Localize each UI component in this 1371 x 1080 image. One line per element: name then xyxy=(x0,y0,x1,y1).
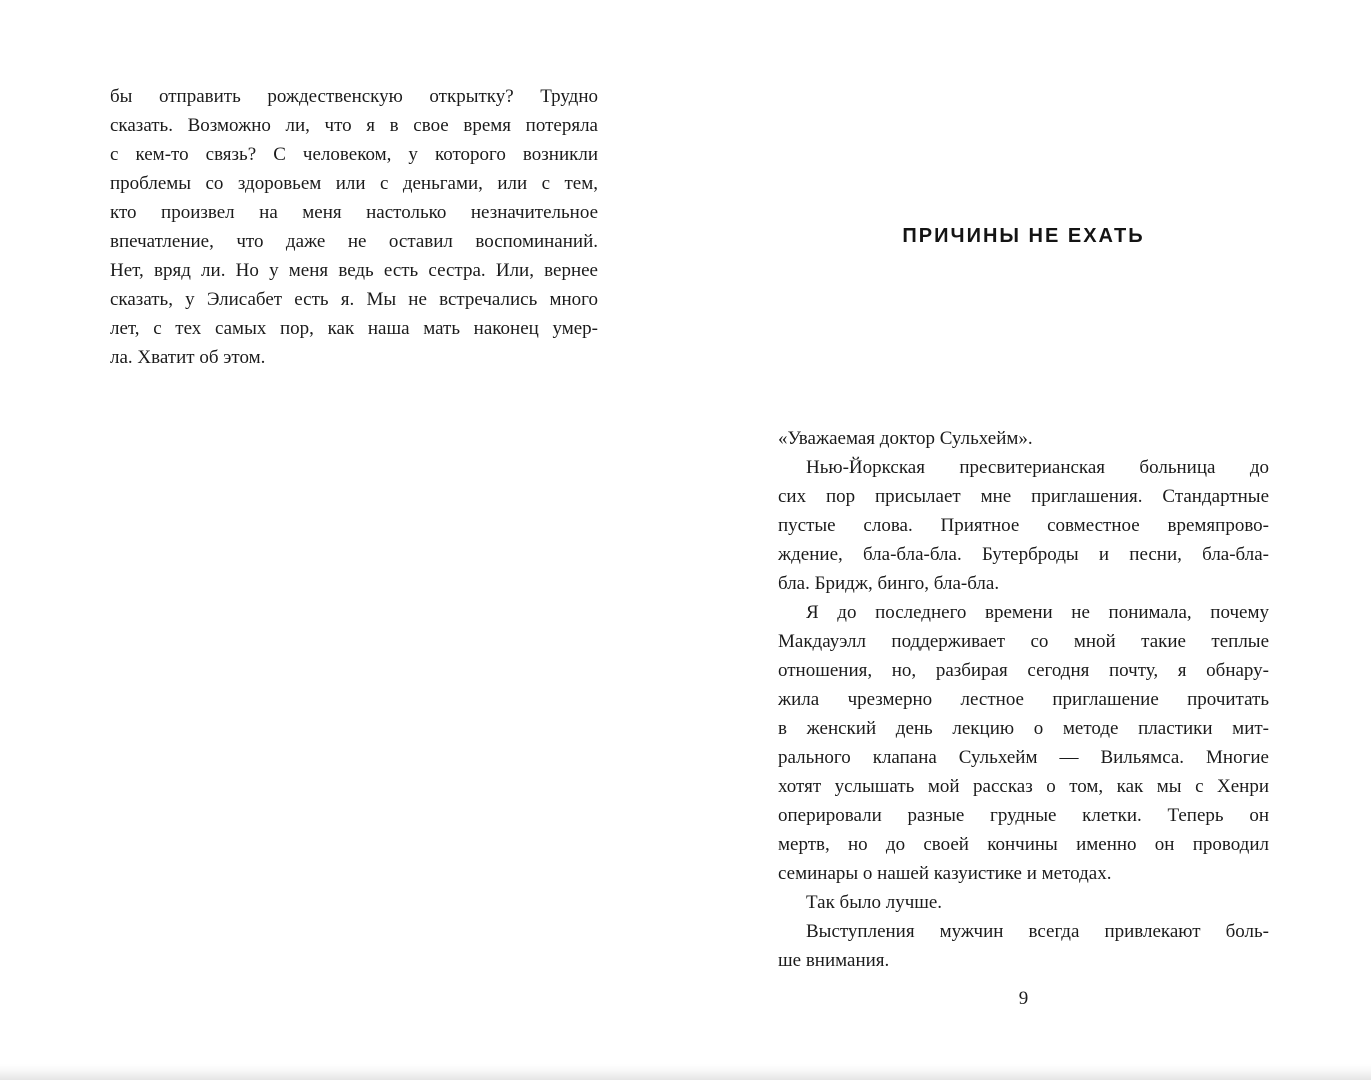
text-line: с кем-то связь? С человеком, у которого возникли xyxy=(110,144,598,165)
text-line: Макдауэлл поддерживает со мной такие теплые xyxy=(778,631,1269,652)
left-page-text xyxy=(110,82,598,372)
text-line: сказать, у Элисабет есть я. Мы не встречались много xyxy=(110,289,598,310)
text-line: хотят услышать мой рассказ о том, как мы с Хенри xyxy=(778,776,1269,797)
text-line: Я до последнего времени не понимала, почему xyxy=(806,602,1269,623)
page-number: 9 xyxy=(1018,988,1029,1009)
text-line: Нью-Йоркская пресвитерианская больница до xyxy=(806,457,1269,478)
text-line: оперировали разные грудные клетки. Теперь он xyxy=(778,805,1269,826)
text-line: жила чрезмерно лестное приглашение прочитать xyxy=(778,689,1269,710)
text-line: в женский день лекцию о методе пластики мит- xyxy=(778,718,1269,739)
text-line: мертв, но до своей кончины именно он проводил xyxy=(778,834,1269,855)
text-line: лет, с тех самых пор, как наша мать наконец умер- xyxy=(110,318,598,339)
text-line: семинары о нашей казуистике и методах. xyxy=(778,863,1112,884)
text-line: Выступления мужчин всегда привлекают боль- xyxy=(806,921,1269,942)
text-line: бы отправить рождественскую открытку? Трудно xyxy=(110,86,598,107)
chapter-title: ПРИЧИНЫ НЕ ЕХАТЬ xyxy=(902,225,1145,247)
page-bottom-edge xyxy=(0,1064,1371,1080)
text-line: впечатление, что даже не оставил воспоминаний. xyxy=(110,231,598,252)
text-line: отношения, но, разбирая сегодня почту, я обнару- xyxy=(778,660,1269,681)
text-line: проблемы со здоровьем или с деньгами, или с тем, xyxy=(110,173,598,194)
text-line: пустые слова. Приятное совместное времяпрово- xyxy=(778,515,1269,536)
text-line: сказать. Возможно ли, что я в свое время потеряла xyxy=(110,115,598,136)
text-line: ждение, бла-бла-бла. Бутерброды и песни, бла-бла- xyxy=(778,544,1269,565)
text-line: «Уважаемая доктор Сульхейм». xyxy=(778,428,1033,449)
text-line: Нет, вряд ли. Но у меня ведь есть сестра. Или, вернее xyxy=(110,260,598,281)
text-line: ла. Хватит об этом. xyxy=(110,347,266,368)
text-line: кто произвел на меня настолько незначительное xyxy=(110,202,598,223)
text-line: сих пор присылает мне приглашения. Стандартные xyxy=(778,486,1269,507)
text-line: Так было лучше. xyxy=(806,892,943,913)
right-page-text xyxy=(778,424,1269,975)
text-line: ше внимания. xyxy=(778,950,890,971)
text-line: бла. Бридж, бинго, бла-бла. xyxy=(778,573,1000,594)
text-line: рального клапана Сульхейм — Вильямса. Многие xyxy=(778,747,1269,768)
